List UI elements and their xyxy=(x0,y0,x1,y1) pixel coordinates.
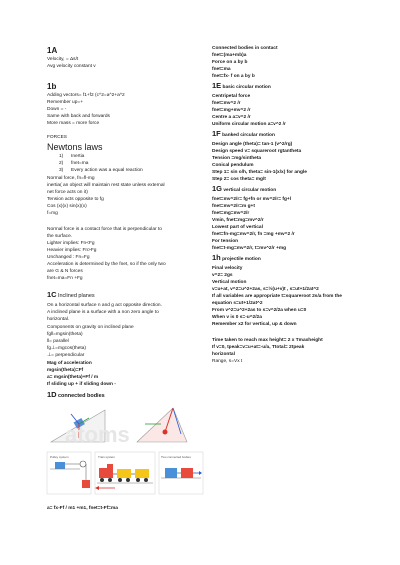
text-line-bold: Uniform circular motion a=v^2 /r xyxy=(212,122,286,127)
text-line-bold: Final velocity xyxy=(212,266,243,271)
section-number: 1E xyxy=(212,81,222,90)
text-line-bold: Force on a by b xyxy=(212,60,248,65)
text-line: Normal force, fn=fl-mg xyxy=(47,176,95,181)
section-number: 1h xyxy=(212,253,221,262)
text-line: Unchanged : Fn=Fg xyxy=(47,255,90,260)
text-line-bold: fnet=mv^2 /r xyxy=(212,101,241,106)
heading-1d xyxy=(47,392,105,400)
text-line: ⊥= perpendicular xyxy=(47,353,85,358)
text-line-bold: v^2= 2gs xyxy=(212,273,233,278)
text-line-bold: If all variables are appropriate t=squareroot 2s/a from the xyxy=(212,294,342,299)
panel-label: Two connected bodies xyxy=(161,455,191,459)
text-line: Acceleration is determined by the fnet, so if the only two xyxy=(47,262,166,267)
text-line: inertia( an object will maintain rest state unless external xyxy=(47,183,165,188)
text-line: Velocity, = Δs/t xyxy=(47,57,79,62)
text-line-bold: Lowest part of vertical xyxy=(212,225,263,230)
text-line: Range, s=Vx t xyxy=(212,359,243,364)
text-line-bold: If v=0, tpeak=v=u+at=-u/a, Ttotal= 2tpeak xyxy=(212,345,305,350)
list-number: 2) xyxy=(59,161,64,166)
heading-1f xyxy=(212,131,275,139)
text-line: On a horizontal surface n and g act opposite direction. xyxy=(47,303,162,308)
text-line-bold: For tension xyxy=(212,239,239,244)
connected-bodies-illustration xyxy=(45,402,205,498)
text-line: Remember up=+ xyxy=(47,100,83,105)
heading-1g xyxy=(212,186,276,194)
text-line: Tension acts opposite to fg xyxy=(47,197,104,202)
text-line: Normal force is a contact force that is perpendicular to xyxy=(47,227,162,232)
text-line-bold: Step 1= sin o/h, theta= sin-1(x/x) for angle xyxy=(212,170,307,175)
text-line-bold: Remember x2 for vertical, up & down xyxy=(212,322,297,327)
pulley-panel xyxy=(47,452,91,494)
text-line: More mass = more force xyxy=(47,121,100,126)
text-line: Down = - xyxy=(47,107,67,112)
text-line: Avg velocity constant v xyxy=(47,64,96,69)
text-line-bold: equation s=ut+1/2at^2 xyxy=(212,301,263,306)
text-line: ll= parallel xyxy=(47,339,69,344)
text-line-bold: Design angle (theta)= tan-1 (v^2/rg) xyxy=(212,142,293,147)
text-line-bold: fnet=(ma+mb)a xyxy=(212,53,247,58)
list-item: Every action was a equal reaction xyxy=(71,168,143,173)
text-line-bold: horizontal xyxy=(212,352,235,357)
formula-line: a= fx-Ff / m1 +m1, fnet=t-Ff=ma xyxy=(47,506,118,511)
text-line-bold: Connected bodies in contact xyxy=(212,46,278,51)
list-item: fnet=ma xyxy=(71,161,89,166)
text-line: the surface. xyxy=(47,234,73,239)
text-line-bold: Step 2= cos theta= mg/t xyxy=(212,177,266,182)
list-item: Inertia xyxy=(71,154,85,159)
section-number: 1G xyxy=(212,184,223,193)
text-line-bold: Vmin, fnet=mg=mv^2/r xyxy=(212,218,264,223)
text-line-bold: Conical pendulum xyxy=(212,163,254,168)
text-line-bold: fnet=mg=mv^2/r xyxy=(212,211,250,216)
text-line: Lighter implies: Fn<Fg xyxy=(47,241,95,246)
section-title: projectile motion xyxy=(222,257,261,262)
heading-1e xyxy=(212,83,271,91)
text-line-bold: fnet=mv^2/r= fg+fn or mv^2/r= fg+l xyxy=(212,197,292,202)
text-line: fgll=mgsin(theta) xyxy=(47,332,83,337)
text-line-bold: If sliding up + if sliding down - xyxy=(47,382,116,387)
train-panel xyxy=(95,452,155,494)
text-line-bold: Vertical motion xyxy=(212,280,247,285)
text-line-bold: Centre a a=v^2 /r xyxy=(212,115,251,120)
text-line-bold: Design speed v= squareroot rgtantheta xyxy=(212,149,302,154)
text-line-bold: a= mgsin(theta)+Ff / m xyxy=(47,375,99,380)
watermark-text: atoms xyxy=(65,422,130,447)
text-line-bold: fnet=t-mg=mv^2/r, t=mv^2/r +mg xyxy=(212,246,287,251)
heading-1b: 1b xyxy=(47,82,57,91)
section-title: vertical circular motion xyxy=(223,188,277,193)
text-line: net force acts on it) xyxy=(47,190,88,195)
text-line-bold: Mag of acceleration xyxy=(47,361,92,366)
text-line-bold: Centripetal force xyxy=(212,94,251,99)
section-number: 1D xyxy=(47,390,57,399)
section-title: connected bodies xyxy=(57,393,105,399)
text-line-bold: mgsin(theta)=Ff xyxy=(47,368,84,373)
text-line-bold: fnet=mv^2/r=m g+t xyxy=(212,204,255,209)
heading-newtons-laws: Newtons laws xyxy=(47,142,103,152)
text-line: Same with back and forwards xyxy=(47,114,110,119)
section-number: 1C xyxy=(47,290,57,299)
text-line-bold: From v^2=u^2+2as to s=v^2/2a when u=0 xyxy=(212,308,307,313)
heading-1a: 1A xyxy=(47,46,58,55)
forces-label: FORCES xyxy=(47,135,67,140)
text-line: f=mg xyxy=(47,211,58,216)
text-line: Adding vectors= f1+f2 (c^2=a^2+a^2 xyxy=(47,93,125,98)
text-line-bold: When v is 0 s=-u^2/2a xyxy=(212,315,262,320)
text-line: Cos (x)(x) sin(x)(x) xyxy=(47,204,87,209)
force-triangle-diagram xyxy=(137,408,187,442)
panel-label: Pulley system xyxy=(50,455,69,459)
section-title: basic circular motion xyxy=(222,85,271,90)
section-title: Inclined planes xyxy=(57,293,95,299)
text-line-bold: fnet=ma xyxy=(212,67,231,72)
section-number: 1F xyxy=(212,129,221,138)
text-line: A inclined plane is a surface with a non zero angle to xyxy=(47,310,159,315)
text-line-bold: v=u+at, v^2=u^2+2as, s=½(u+v)t , s=ut+1/2at^2 xyxy=(212,287,319,292)
text-line-bold: fnet=mg+mv^2 /r xyxy=(212,108,251,113)
text-line: Components on gravity on inclined plane xyxy=(47,325,134,330)
panel-label: Train system xyxy=(98,455,116,459)
text-line: are G & N forces xyxy=(47,269,83,274)
text-line: fg⊥=mgcos(theta) xyxy=(47,346,86,351)
text-line: horizontal. xyxy=(47,317,70,322)
two-bodies-panel xyxy=(159,452,203,494)
text-line-bold: Time taken to reach max height= 2 x Tmaxheight xyxy=(212,338,323,343)
text-line: Heavier implies: Fn>Fg xyxy=(47,248,97,253)
list-number: 3) xyxy=(59,168,64,173)
text-line-bold: fnet=fx- f on a by b xyxy=(212,74,255,79)
text-line-bold: Tension =mg/sintheta xyxy=(212,156,262,161)
connected-bodies-figure xyxy=(45,402,205,498)
text-line-bold: fnet=fn-mg=mv^2/r, fn =mg +mv^2 /r xyxy=(212,232,295,237)
text-line: fnet=ma=Fn +Fg xyxy=(47,276,83,281)
section-title: banked circular motion xyxy=(222,133,275,138)
list-number: 1) xyxy=(59,154,64,159)
heading-1h xyxy=(212,255,261,263)
heading-1c xyxy=(47,292,95,300)
